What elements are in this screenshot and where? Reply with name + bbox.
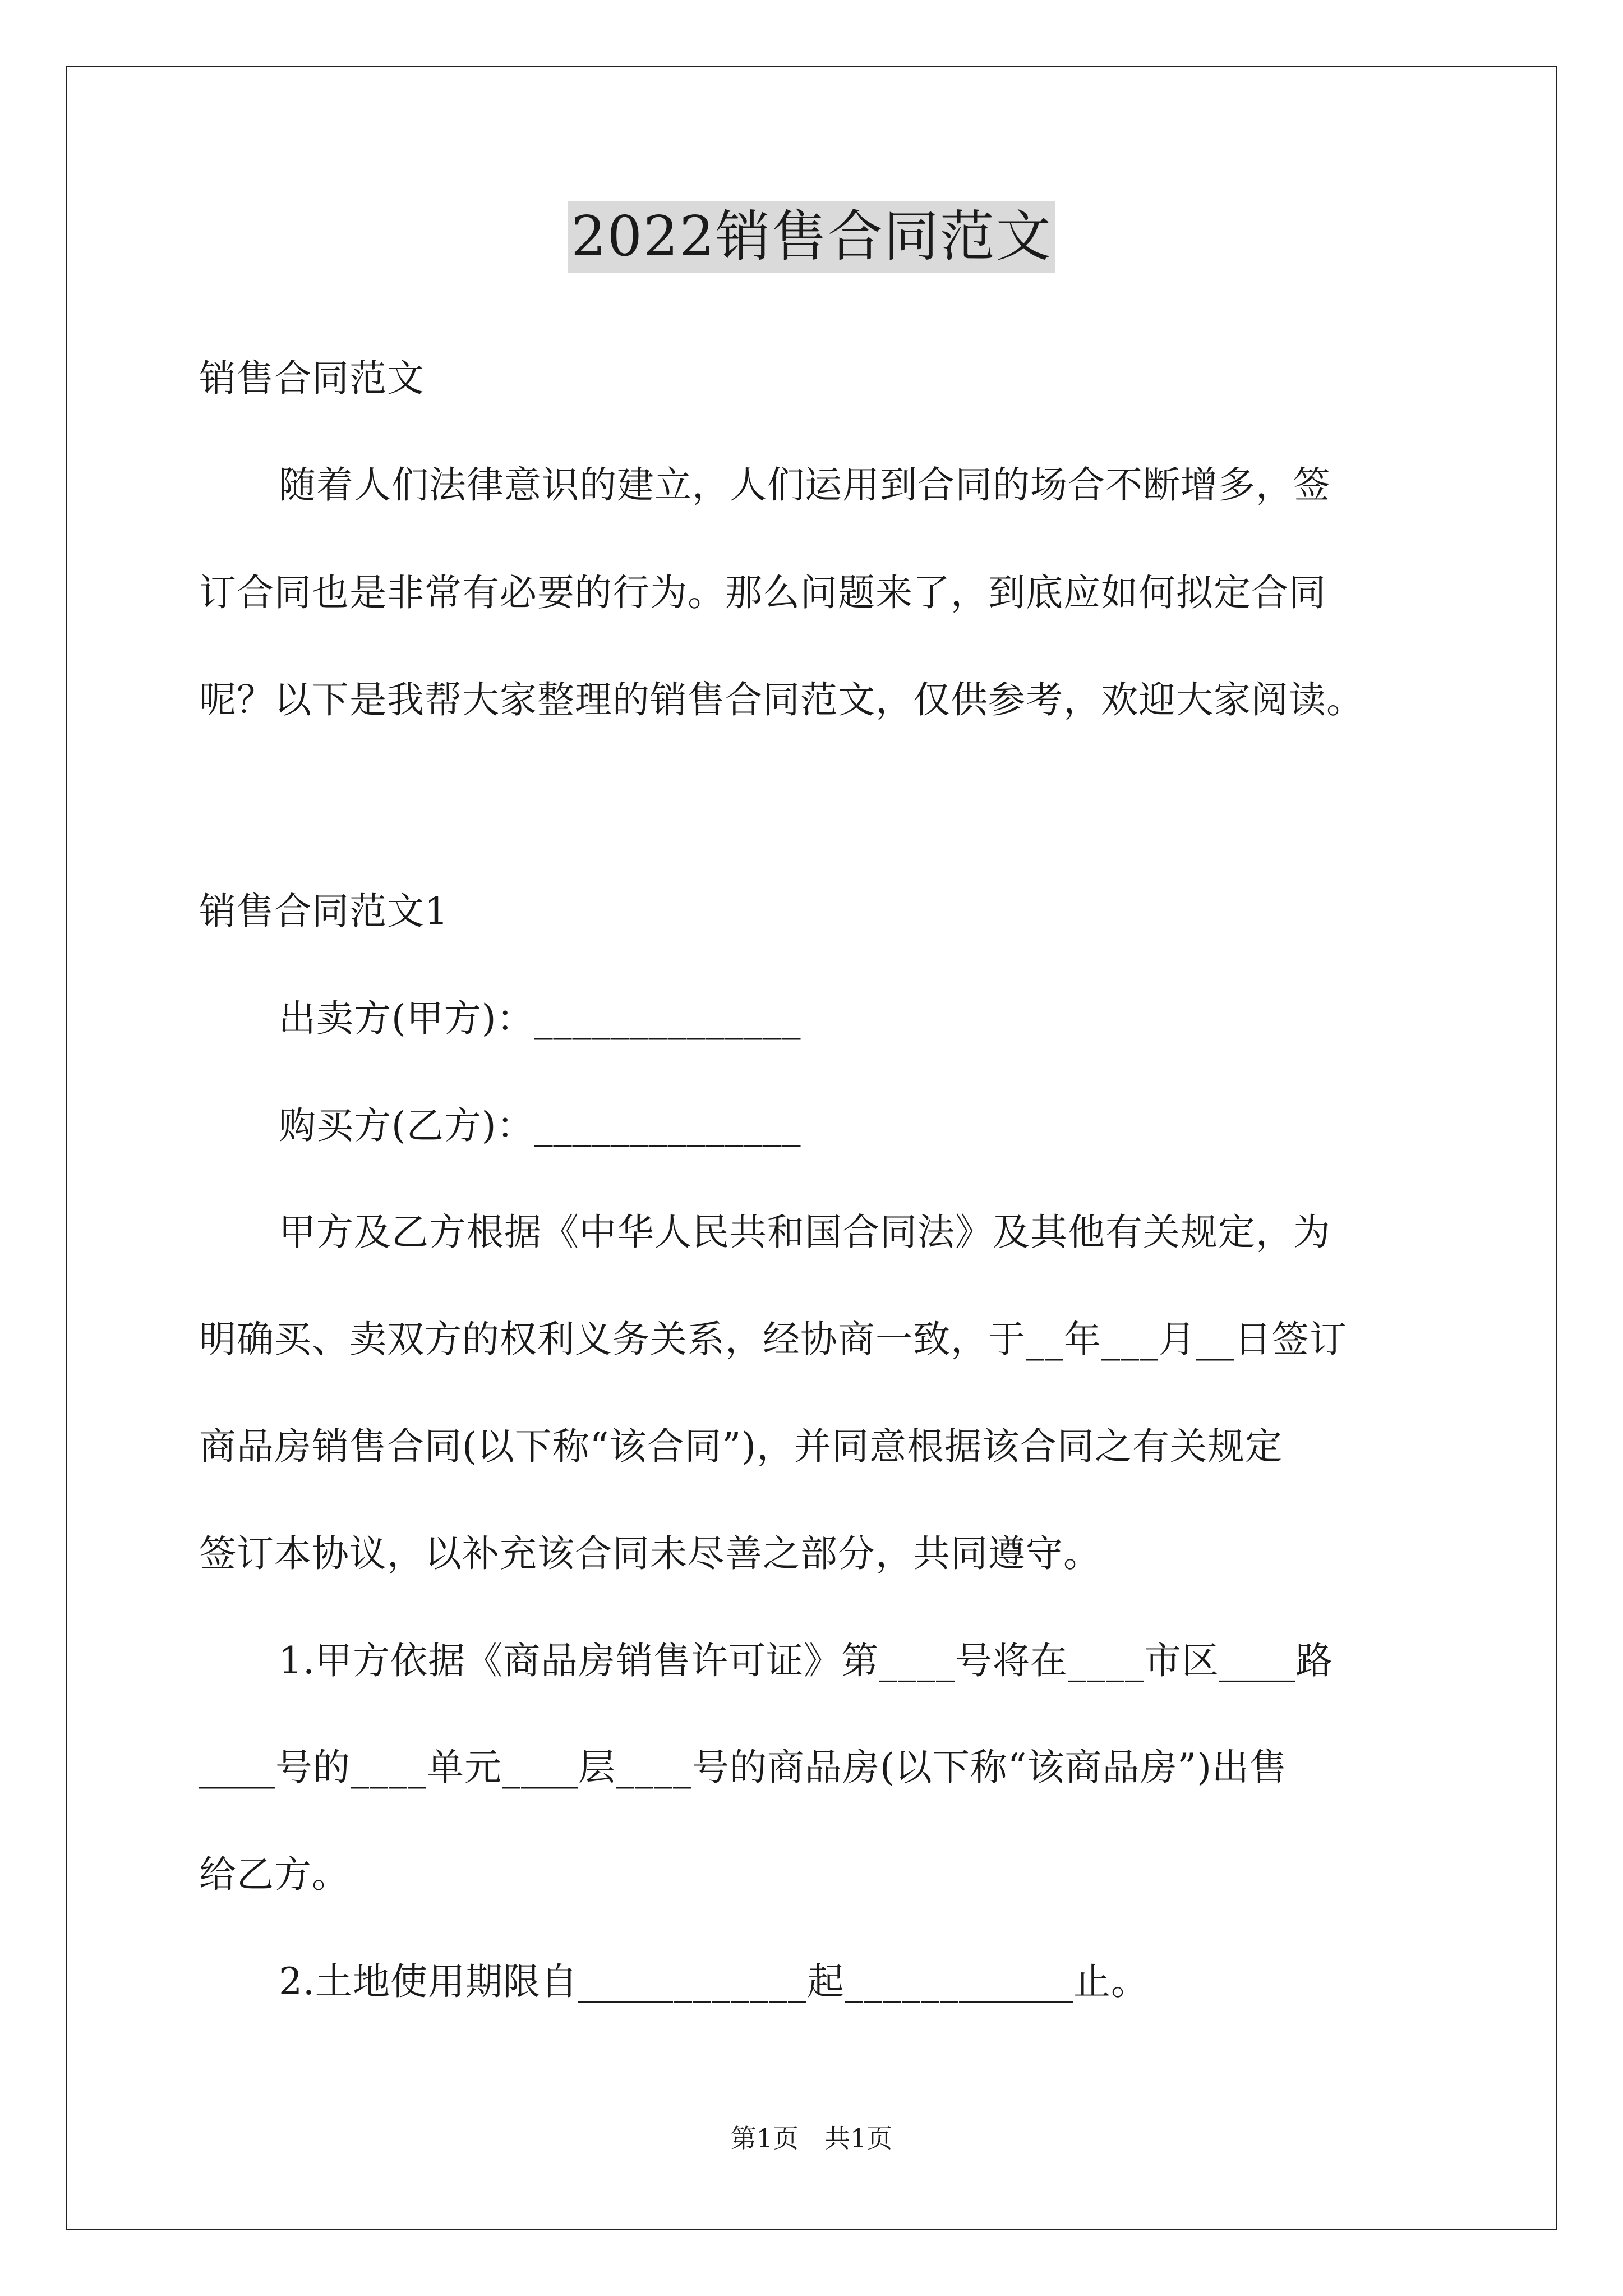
paragraph-line: 订合同也是非常有必要的行为。那么问题来了，到底应如何拟定合同 [199, 571, 1326, 614]
paragraph-line: 商品房销售合同(以下称“该合同”)，并同意根据该合同之有关规定 [199, 1425, 1283, 1468]
page-total: 共1页 [824, 2123, 893, 2154]
clause-line: ____号的____单元____层____号的商品房(以下称“该商品房”)出售 [199, 1746, 1287, 1789]
seller-field: 出卖方(甲方)：______________ [279, 997, 801, 1040]
section-heading: 销售合同范文1 [199, 890, 449, 933]
title-container [0, 201, 1623, 273]
clause-line: 2.土地使用期限自____________起____________止。 [279, 1960, 1149, 2003]
document-title: 2022销售合同范文 [568, 201, 1055, 273]
paragraph-line: 签订本协议，以补充该合同未尽善之部分，共同遵守。 [199, 1532, 1101, 1575]
paragraph-line: 甲方及乙方根据《中华人民共和国合同法》及其他有关规定，为 [279, 1211, 1331, 1254]
clause-line: 1.甲方依据《商品房销售许可证》第____号将在____市区____路 [279, 1639, 1333, 1682]
buyer-field: 购买方(乙方)：______________ [279, 1104, 801, 1147]
page-number: 第1页 [730, 2123, 799, 2154]
paragraph-line: 随着人们法律意识的建立，人们运用到合同的场合不断增多，签 [279, 463, 1331, 507]
section-heading: 销售合同范文 [199, 357, 425, 400]
paragraph-line: 呢？以下是我帮大家整理的销售合同范文，仅供参考，欢迎大家阅读。 [199, 678, 1364, 721]
clause-line: 给乙方。 [199, 1853, 349, 1896]
paragraph-line: 明确买、卖双方的权利义务关系，经协商一致，于__年___月__日签订 [199, 1318, 1347, 1361]
page-footer [0, 2122, 1623, 2155]
